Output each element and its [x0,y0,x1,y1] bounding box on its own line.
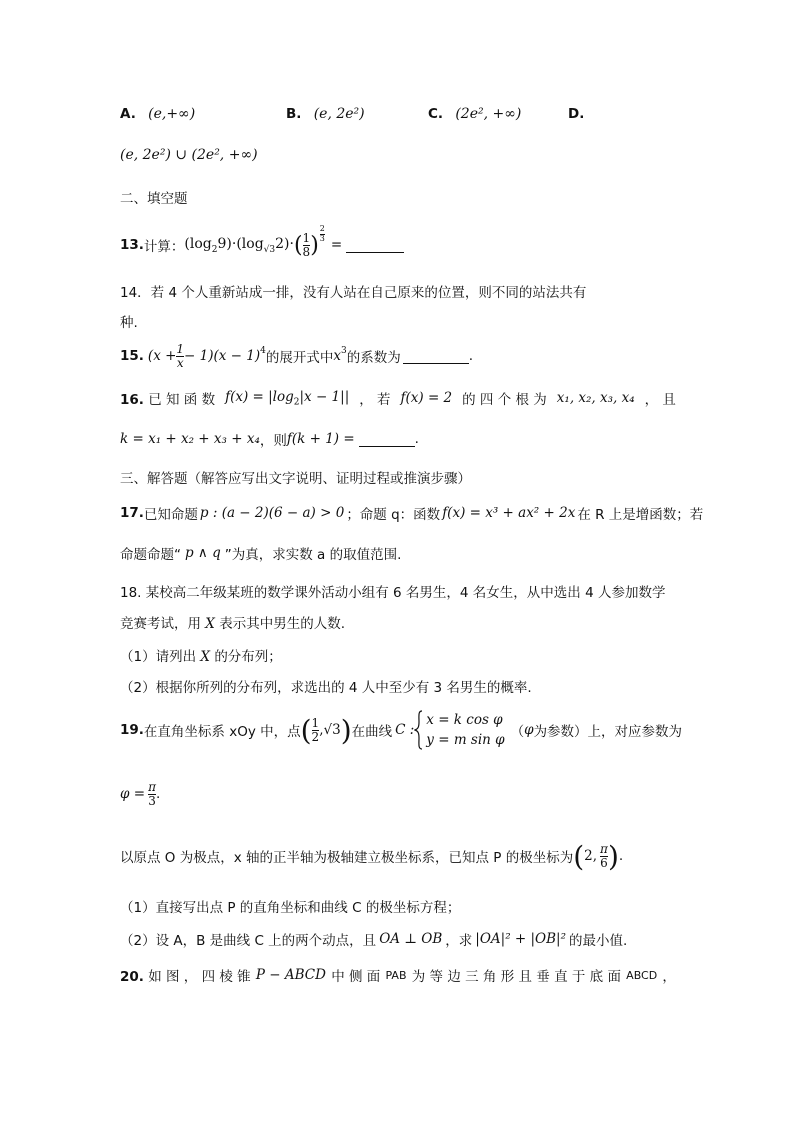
option-a-label: A. [120,106,136,122]
option-c-label: C. [428,106,444,122]
q13-answer-blank[interactable] [346,238,404,253]
option-b-text: (e, 2e²) [313,106,365,122]
question-15 [120,339,473,373]
q16-func: f(x) = |log [225,388,294,405]
q19-text3: （ [510,724,525,740]
q19-curve: C : [395,722,415,738]
question-19-sub1: （1）直接写出点 P 的直角坐标和曲线 C 的极坐标方程； [120,900,461,916]
q16-text1: 已 知 函 数 [148,392,216,408]
q13-exp-num: 2 [319,224,325,234]
q18-line2-b: 表示其中男生的人数. [219,616,346,632]
q13-frac-num: 1 [302,230,311,245]
option-d-text: (e, 2e²) ∪ (2e², +∞) [120,147,258,163]
option-d-label: D. [568,106,585,122]
section-fill-blank: 二、填空题 [120,191,188,207]
q19-phi: φ [524,722,534,738]
q16-func2: |x − 1|| [299,388,350,405]
section-answer: 三、解答题（解答应写出文字说明、证明过程或推演步骤） [120,471,471,487]
option-c [428,106,521,122]
q16-line2-expr: k = x₁ + x₂ + x₃ + x₄ [120,431,260,447]
q17-line2-a: 命题命题“ [120,547,181,563]
q19-sub2-c: 的最小值. [569,933,628,949]
q20-number: 20. [120,969,144,985]
q13-eq: = [330,237,343,253]
question-13: 13. 计算： $(\log_29)\cdot(\log_{√3}2)\cdot$ ( $\frac{1}{8}$ ) $\frac{2}{3}$ = [120,228,404,262]
question-17-line1 [120,503,703,523]
option-c-text: (2e², +∞) [455,106,522,122]
q15-number: 15. [120,348,144,364]
q15-end: . [468,348,474,364]
question-18-line2 [120,612,345,632]
q20-text3: 为 等 边 三 角 形 且 垂 直 于 底 面 [411,969,621,985]
q18-sub1-x: X [200,649,211,665]
q19-eq1: x = k cos φ [426,712,503,728]
q17-f: f(x) = x³ + ax² + 2x [442,505,576,521]
q17-p: p : (a − 2)(6 − a) > 0 [199,505,345,521]
q13-number: 13. [120,237,144,253]
q15-term-exp: 3 [341,346,347,356]
q16-number: 16. [120,392,144,408]
q15-frac-den: x [176,355,184,370]
q19-sub2-b: ，求 [445,933,473,949]
q19-number: 19. [120,722,144,738]
q16-text3: 的 四 个 根 为 [462,392,547,408]
q19-text2: 在曲线 [351,724,393,740]
q16-answer-blank[interactable] [359,432,415,447]
q19-polar-6: 6 [600,855,608,870]
q19-eq2: y = m sin φ [426,732,505,748]
q20-text2: 中 侧 面 [331,969,381,985]
q18-line2-a: 竞赛考试，用 [120,616,201,632]
option-a [120,106,195,122]
q17-line2-b: p ∧ q [185,545,221,561]
q16-line2-f: f(k + 1) = [286,431,355,447]
question-20-line1 [120,965,676,985]
question-19-line3: 以原点 O 为极点，x 轴的正半轴为极轴建立极坐标系，已知点 P 的极坐标为 ( 2, $\frac{\pi}{6}$ ) . [120,839,624,873]
q15-text2: 的系数为 [346,350,401,366]
question-19-line2 [120,776,160,812]
q16-end: . [414,431,419,447]
q19-sub2-expr: OA ⊥ OB [379,931,443,947]
q15-exp: 4 [260,346,266,356]
q19-polar-2: 2, [584,848,598,864]
q19-pi: π [148,779,156,794]
question-14-line1: 14．若 4 个人重新站成一排，没有人站在自己原来的位置，则不同的站法共有 [120,285,587,301]
question-16-line2 [120,429,419,449]
q15-answer-blank[interactable] [403,349,469,364]
q19-frac-den: 2 [311,729,320,744]
q16-text2: ， 若 [359,392,391,408]
q16-cond: f(x) = 2 [400,390,453,406]
option-b-label: B. [286,106,302,122]
option-d [568,106,584,122]
q19-sqrt: √3 [323,722,341,738]
question-17-line2 [120,543,401,563]
q13-frac-den: 8 [302,244,311,259]
q15-frac-num: 1 [176,341,185,356]
brace-icon [414,710,424,750]
q19-line2-end: . [155,786,161,802]
q20-expr: P − ABCD [255,967,326,983]
q19-line2: φ = [120,786,146,802]
q19-text4: 为参数）上，对应参数为 [533,724,683,740]
q19-frac-num: 1 [311,715,320,730]
q16-roots: x₁, x₂, x₃, x₄ [556,390,635,406]
q13-prefix: 计算： [143,239,185,255]
q20-end: ， [662,969,676,985]
q17-line2-c: ”为真，求实数 a 的取值范围. [224,547,402,563]
q18-sub1-a: （1）请列出 [120,649,197,665]
question-14-line2: 种. [120,315,138,331]
q17-text3: 在 R 上是增函数；若 [577,507,704,523]
q18-sub1-b: 的分布列； [214,649,282,665]
q15-term: x [333,348,341,364]
q19-sub2-a: （2）设 A，B 是曲线 C 上的两个动点，且 [120,933,377,949]
option-a-text: (e,+∞) [148,106,196,122]
question-18-sub1 [120,645,282,665]
q20-abcd: ABCD [626,968,658,982]
q15-expr2: − 1)(x − 1) [184,348,261,364]
q19-line3-end: . [618,848,624,864]
q13-exp-den: 3 [319,233,325,243]
q19-polar-pi: π [600,841,608,856]
q17-text2: ；命题 q：函数 [346,507,441,523]
q17-number: 17. [120,505,144,521]
q20-text1: 如 图 ， 四 棱 锥 [148,969,251,985]
q19-text1: 在直角坐标系 xOy 中，点 [143,724,301,740]
question-19-line1: 19. 在直角坐标系 xOy 中，点 ( $\frac{1}{2}$ , √3 ) 在曲线 C : x = k cos φ y = m sin φ （ φ 为参数）上，对应参数为 [120,712,683,748]
question-16-line1 [120,388,676,408]
question-18-sub2: （2）根据你所列的分布列，求选出的 4 人中至少有 3 名男生的概率. [120,680,532,696]
q20-pab: PAB [385,968,407,982]
q17-text1: 已知命题 [143,507,198,523]
q19-three: 3 [148,793,156,808]
q19-sub2-expr2: |OA|² + |OB|² [475,931,566,947]
question-18-line1: 18. 某校高二年级某班的数学课外活动小组有 6 名男生，4 名女生，从中选出 4 人参加数学 [120,585,666,601]
option-b [286,106,365,122]
question-19-sub2 [120,929,627,949]
q19-line3-a: 以原点 O 为极点，x 轴的正半轴为极轴建立极坐标系，已知点 P 的极坐标为 [120,850,574,866]
q18-line2-x: X [205,616,215,632]
q15-expr: (x + [147,348,177,364]
q15-text1: 的展开式中 [265,350,334,366]
q16-base: 2 [293,397,300,408]
q16-text4: ， 且 [644,392,676,408]
q16-line2-text: ，则 [259,433,287,449]
